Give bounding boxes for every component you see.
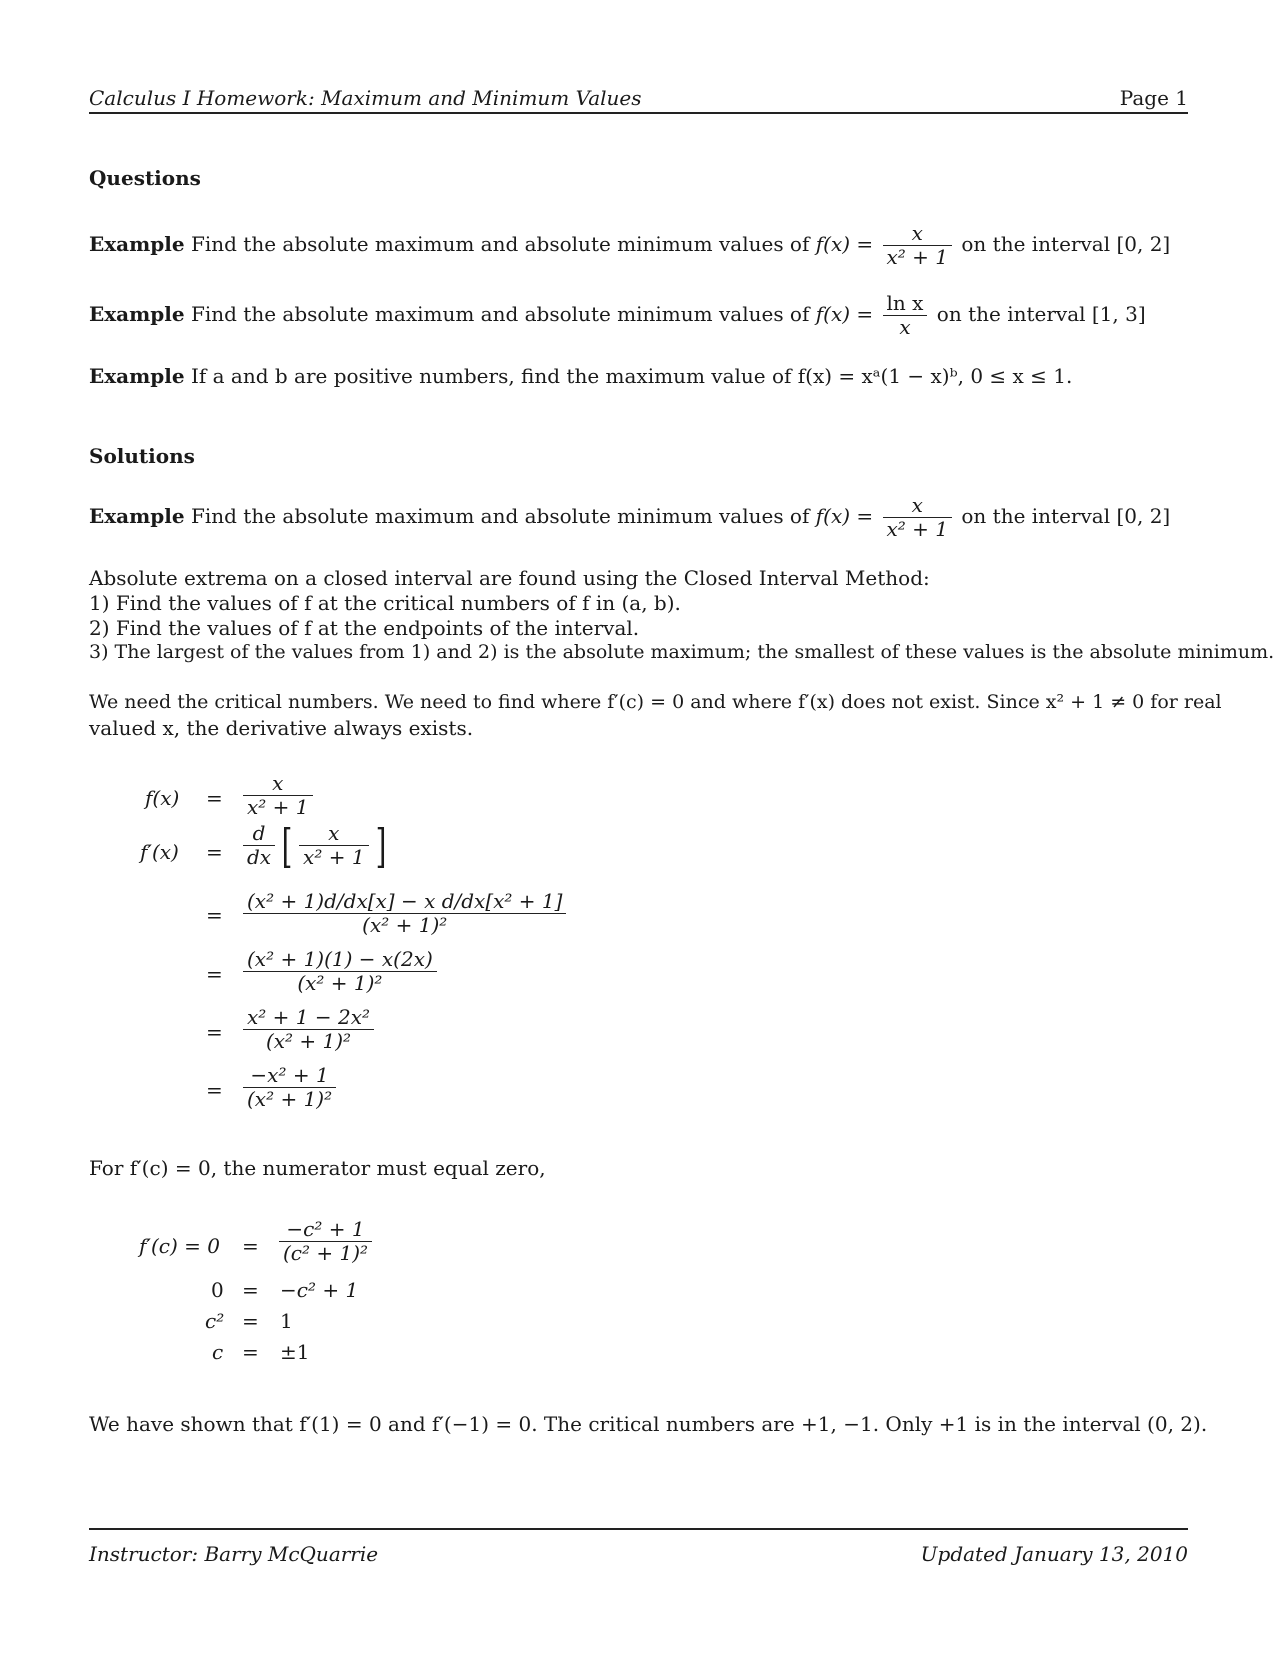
header-title: Calculus I Homework: Maximum and Minimum Values bbox=[89, 86, 642, 110]
method-step-1: 1) Find the values of f at the critical numbers of f in (a, b). bbox=[89, 591, 681, 615]
question-3 bbox=[89, 364, 1072, 388]
deriv-lhs-f: f(x) bbox=[145, 786, 180, 810]
solve-rhs-3: 1 bbox=[280, 1309, 293, 1333]
deriv-eq-6: = bbox=[206, 1078, 223, 1102]
solve-eq-4: = bbox=[242, 1340, 259, 1364]
deriv-eq-3: = bbox=[206, 903, 223, 927]
example-label: Example bbox=[89, 302, 185, 326]
method-step-2: 2) Find the values of f at the endpoints of the interval. bbox=[89, 616, 640, 640]
question-1 bbox=[89, 222, 1170, 269]
question-2-fraction: $\frac{\text{ln x}}{x}$ bbox=[883, 292, 928, 339]
question-2-interval: on the interval [1, 3] bbox=[936, 302, 1146, 326]
deriv-rhs-6: $\frac{\text{−x² + 1}}{\text{(x² + 1)²}}$ bbox=[240, 1064, 339, 1111]
solve-eq-2: = bbox=[242, 1278, 259, 1302]
question-1-interval: on the interval [0, 2] bbox=[961, 232, 1171, 256]
method-step-3: 3) The largest of the values from 1) and 2) is the absolute maximum; the smallest of these values is the absolute minimum. bbox=[89, 641, 1275, 663]
solution-1-fx: f(x) = bbox=[815, 504, 874, 528]
solve-eq-3: = bbox=[242, 1309, 259, 1333]
deriv-rhs-5: $\frac{\text{x² + 1 − 2x²}}{\text{(x² + 1)²}}$ bbox=[240, 1006, 377, 1053]
solve-eq-1: = bbox=[242, 1234, 259, 1258]
page-number: Page 1 bbox=[1119, 86, 1188, 110]
solution-1-interval: on the interval [0, 2] bbox=[961, 504, 1171, 528]
deriv-eq-2: = bbox=[206, 840, 223, 864]
footer-rule bbox=[89, 1528, 1188, 1530]
header-rule bbox=[89, 112, 1188, 114]
question-1-text: Find the absolute maximum and absolute minimum values of bbox=[190, 232, 810, 256]
question-2-fx: f(x) = bbox=[815, 302, 874, 326]
solve-lhs-4: c bbox=[212, 1340, 224, 1364]
solution-1-text: Find the absolute maximum and absolute minimum values of bbox=[190, 504, 810, 528]
solution-1-fraction: $\frac{x}{\text{x² + 1}}$ bbox=[883, 494, 953, 541]
example-label: Example bbox=[89, 364, 185, 388]
solutions-heading: Solutions bbox=[89, 444, 195, 468]
question-2 bbox=[89, 292, 1146, 339]
solve-rhs-1: $\frac{\text{−c² + 1}}{\text{(c² + 1)²}}$ bbox=[276, 1218, 375, 1265]
question-1-fx: f(x) = bbox=[815, 232, 874, 256]
example-label: Example bbox=[89, 504, 185, 528]
deriv-eq-4: = bbox=[206, 962, 223, 986]
deriv-rhs-4: $\frac{\text{(x² + 1)(1) − x(2x)}}{\text{(x² + 1)²}}$ bbox=[240, 948, 440, 995]
critical-paragraph-line-1: We need the critical numbers. We need to find where f′(c) = 0 and where f′(x) does not exist. Since x² + 1 ≠ 0 for real bbox=[89, 691, 1222, 713]
conclusion-text: We have shown that f′(1) = 0 and f′(−1) = 0. The critical numbers are +1, −1. Only +1 is in the interval (0, 2). bbox=[89, 1412, 1208, 1436]
solve-rhs-4: ±1 bbox=[280, 1340, 310, 1364]
method-intro: Absolute extrema on a closed interval are found using the Closed Interval Method: bbox=[89, 566, 930, 590]
footer-instructor: Instructor: Barry McQuarrie bbox=[89, 1542, 379, 1566]
numerator-text: For f′(c) = 0, the numerator must equal zero, bbox=[89, 1156, 546, 1180]
question-2-text: Find the absolute maximum and absolute minimum values of bbox=[190, 302, 810, 326]
solve-lhs-2: 0 bbox=[211, 1278, 224, 1302]
solve-lhs-3: c² bbox=[205, 1309, 225, 1333]
deriv-lhs-fprime: f′(x) bbox=[140, 840, 179, 864]
deriv-rhs-3: $\frac{\text{(x² + 1)d/dx[x] − x d/dx[x² + 1]}}{\text{(x² + 1)²}}$ bbox=[240, 890, 569, 937]
question-3-text: If a and b are positive numbers, find the maximum value of f(x) = xᵃ(1 − x)ᵇ, 0 ≤ x ≤ 1. bbox=[190, 364, 1073, 388]
question-1-fraction: $\frac{x}{\text{x² + 1}}$ bbox=[883, 222, 953, 269]
footer-updated: Updated January 13, 2010 bbox=[920, 1542, 1188, 1566]
critical-paragraph-line-2: valued x, the derivative always exists. bbox=[89, 716, 474, 740]
deriv-eq-1: = bbox=[206, 786, 223, 810]
solve-lhs-1: f′(c) = 0 bbox=[139, 1234, 220, 1258]
deriv-eq-5: = bbox=[206, 1020, 223, 1044]
solution-1-example bbox=[89, 494, 1170, 541]
solve-rhs-2: −c² + 1 bbox=[280, 1278, 359, 1302]
deriv-rhs-2: $\frac{d}{dx}$ [ $\frac{x}{\text{x² + 1}}$ ] bbox=[240, 822, 390, 869]
questions-heading: Questions bbox=[89, 166, 201, 190]
deriv-rhs-1: $\frac{x}{\text{x² + 1}}$ bbox=[240, 772, 316, 819]
example-label: Example bbox=[89, 232, 185, 256]
